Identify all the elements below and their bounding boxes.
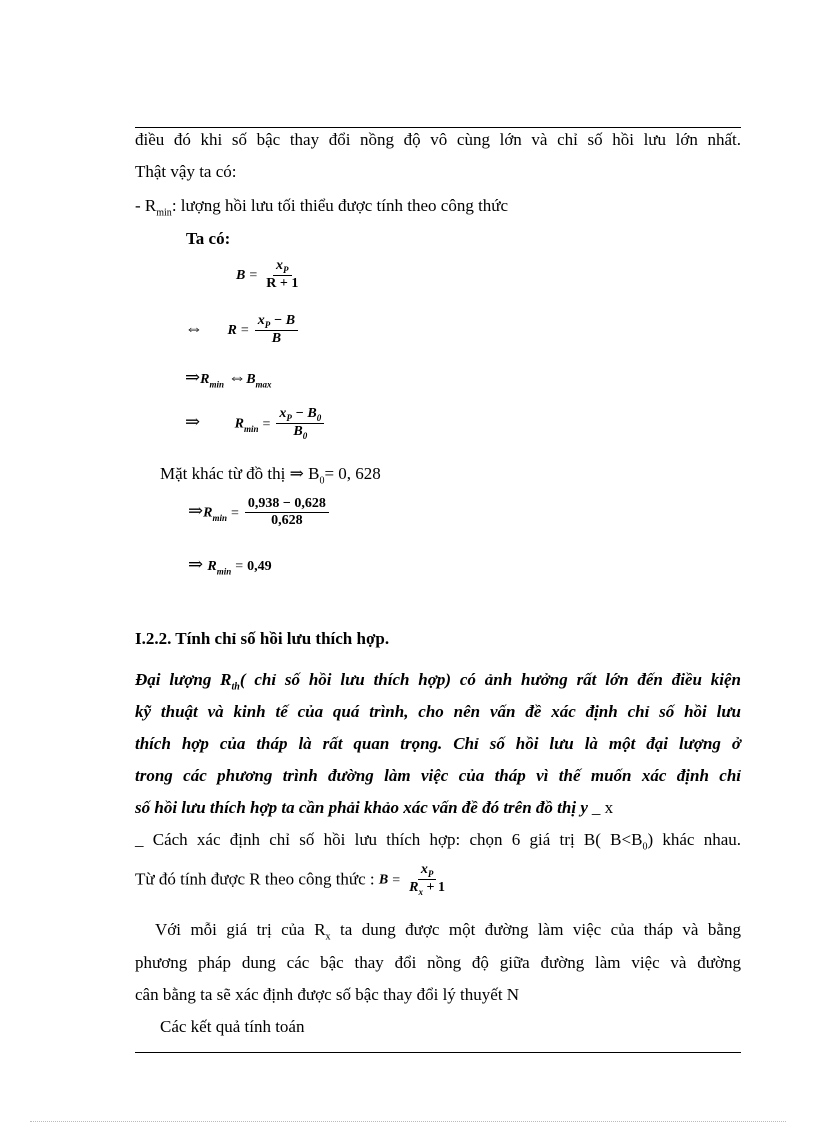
para-text: ta dung được một đường làm việc của tháp và bằng: [330, 920, 741, 939]
implies-symbol: ⇒: [188, 500, 204, 521]
sub-zero: 0: [302, 430, 308, 441]
ta-co-label: Ta có:: [186, 229, 231, 248]
var-b: B: [378, 872, 389, 888]
var-x: x: [276, 258, 284, 273]
equals-sign: =: [235, 559, 244, 574]
graph-result-line: [160, 464, 381, 486]
text-line: điều đó khi số bậc thay đổi nồng độ vô cùng lớn và chỉ số hồi lưu lớn nhất.: [135, 130, 741, 149]
implies-symbol: ⇒: [185, 411, 201, 432]
bottom-rule: [135, 1052, 741, 1053]
var-r: R: [227, 323, 237, 339]
b0-label: B: [303, 464, 320, 483]
equation-rmin-result: [188, 554, 272, 576]
var-x: x: [257, 313, 265, 328]
paragraph-line: [135, 670, 741, 692]
var-x: x: [420, 862, 428, 877]
equals-sign: =: [262, 416, 271, 432]
page-edge: [30, 1121, 786, 1122]
sub-p: P: [283, 264, 289, 275]
fraction: [263, 258, 301, 292]
sub-min: min: [212, 512, 227, 523]
implies-symbol: ⇒: [185, 367, 201, 387]
rmin-desc: : lượng hồi lưu tối thiểu được tính theo công thức: [171, 196, 509, 215]
denominator: 0,628: [271, 513, 303, 529]
equals-sign: =: [230, 505, 239, 521]
var-b: B: [236, 268, 246, 284]
sub-zero: 0: [319, 475, 325, 487]
formula-intro: Từ đó tính được R theo công thức :: [135, 869, 379, 889]
fraction: [245, 496, 329, 529]
var-r: R: [409, 880, 419, 896]
var-x: x: [279, 406, 287, 421]
sub-th: th: [231, 681, 240, 693]
top-rule: [135, 127, 741, 128]
sub-p: P: [264, 319, 271, 330]
minus-sign: −: [273, 313, 283, 328]
sub-p: P: [286, 412, 292, 423]
sub-p: P: [427, 868, 434, 879]
paragraph-line: cân bằng ta sẽ xác định được số bậc thay đổi lý thuyết N: [135, 985, 520, 1004]
axis-x: _ x: [591, 798, 614, 817]
var-r: R: [200, 372, 210, 387]
fraction: [406, 862, 448, 897]
text-line: [135, 196, 508, 218]
rmin-sub: min: [156, 207, 172, 219]
var-r: R: [203, 505, 213, 521]
equals-sign: =: [392, 872, 401, 888]
sub-min: min: [209, 379, 224, 390]
iff-symbol: ⇔: [228, 367, 247, 387]
plus-one: + 1: [423, 880, 445, 896]
implies-symbol: ⇒: [289, 464, 304, 483]
var-b: B: [246, 372, 256, 387]
implies-symbol: ⇒: [188, 554, 204, 574]
fraction: [276, 406, 324, 441]
paragraph-line: phương pháp dung các bậc thay đổi nồng độ giữa đường làm việc và đường: [135, 953, 741, 972]
var-r: R: [234, 416, 244, 432]
sub-zero: 0: [642, 841, 648, 853]
minus-sign: −: [295, 406, 304, 421]
equation-r: [185, 313, 300, 347]
graph-text: Mặt khác từ đồ thị: [160, 464, 290, 483]
section-heading: I.2.2. Tính chỉ số hồi lưu thích hợp.: [135, 629, 390, 648]
sub-zero: 0: [316, 412, 322, 423]
paragraph-line: thích hợp của tháp là rất quan trọng. Chỉ số hồi lưu là một đại lượng ở: [135, 734, 741, 753]
method-line: [135, 830, 741, 852]
b0-value: = 0, 628: [324, 464, 381, 483]
iff-symbol: ⇔: [185, 318, 203, 339]
denominator: B: [271, 331, 282, 347]
sub-x: x: [325, 931, 331, 943]
paragraph-line: [135, 798, 613, 818]
numerator: 0,938 − 0,628: [245, 496, 329, 513]
rmin-label: - R: [135, 196, 157, 215]
equation-rmin-bmax: [185, 367, 272, 389]
equals-sign: =: [240, 323, 249, 339]
paragraph-line: trong các phương trình đường làm việc của tháp vì thế muốn xác định chỉ: [135, 766, 741, 785]
equals-sign: =: [249, 268, 258, 284]
equation-b: [236, 258, 303, 292]
text-line: Thật vậy ta có:: [135, 162, 237, 181]
result-value: 0,49: [247, 559, 272, 574]
sub-max: max: [255, 379, 272, 390]
para-text: Đại lượng R: [135, 670, 232, 689]
method-text: _ Cách xác định chỉ số hồi lưu thích hợp: chọn 6 giá trị B( B<B: [135, 830, 643, 849]
formula-line: [135, 862, 450, 897]
denominator: R + 1: [266, 276, 299, 292]
sub-min: min: [243, 423, 259, 434]
method-text: ) khác nhau.: [647, 830, 741, 849]
fraction: [255, 313, 298, 347]
var-b: B: [285, 313, 296, 328]
sub-min: min: [216, 566, 232, 577]
paragraph-line: kỹ thuật và kinh tế của quá trình, cho nên vấn đề xác định chỉ số hồi lưu: [135, 702, 741, 721]
paragraph-line: [155, 920, 741, 942]
para-text: Với mỗi giá trị của R: [155, 920, 326, 939]
var-r: R: [207, 559, 217, 574]
var-b: B: [293, 424, 303, 440]
para-text: ( chỉ số hồi lưu thích hợp) có ảnh hưởng rất lớn đến điều kiện: [239, 670, 741, 689]
para-text: số hồi lưu thích hợp ta cần phải khảo xác vấn đề đó trên đồ thị y: [135, 798, 588, 817]
sub-x: x: [418, 886, 423, 897]
results-label: Các kết quả tính toán: [160, 1017, 305, 1036]
var-b: B: [307, 406, 317, 421]
equation-rmin-calc: [188, 496, 331, 529]
equation-rmin: [185, 406, 326, 441]
